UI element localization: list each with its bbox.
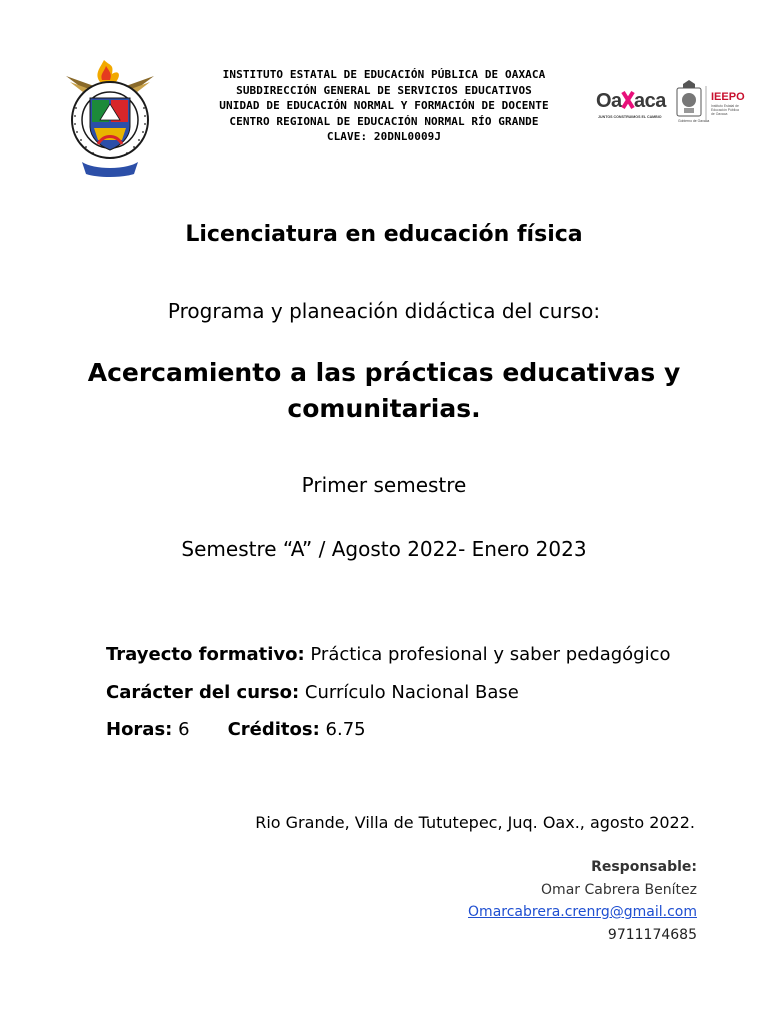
trayecto-value: Práctica profesional y saber pedagógico	[304, 644, 671, 665]
oaxaca-logo	[596, 90, 669, 119]
ieepo-logo	[711, 91, 745, 116]
horas-value: 6	[172, 719, 190, 740]
responsible-label: Responsable:	[591, 859, 697, 875]
header-line-1: INSTITUTO ESTATAL DE EDUCACIÓN PÚBLICA DE OAXACA	[222, 68, 546, 81]
program-subtitle: Programa y planeación didáctica del curso:	[167, 299, 601, 323]
responsible-phone: 9711174685	[607, 926, 697, 943]
course-title: Acercamiento a las prácticas educativas y comunitarias.	[87, 358, 681, 423]
creditos-label: Créditos:	[227, 719, 320, 740]
svg-text:IEEPO: IEEPO	[711, 91, 745, 103]
responsible-email-link[interactable]: Omarcabrera.crenrg@gmail.com	[468, 904, 697, 920]
horas-creditos-row	[106, 719, 366, 740]
svg-text:Oa: Oa	[596, 90, 622, 112]
place-date: Rio Grande, Villa de Tututepec, Juq. Oax., agosto 2022.	[255, 813, 695, 832]
svg-text:aca: aca	[634, 90, 666, 112]
header-line-5: CLAVE: 20DNL0009J	[326, 130, 442, 143]
svg-text:Educación Pública: Educación Pública	[711, 108, 739, 112]
responsible-name: Omar Cabrera Benítez	[541, 881, 697, 898]
svg-text:Gobierno de Oaxaca: Gobierno de Oaxaca	[678, 119, 710, 123]
period-label: Semestre “A” / Agosto 2022- Enero 2023	[181, 537, 587, 561]
caracter-label: Carácter del curso:	[106, 682, 300, 703]
caracter-row	[106, 682, 519, 703]
svg-text:Instituto Estatal de: Instituto Estatal de	[711, 104, 739, 108]
svg-text:de Oaxaca: de Oaxaca	[711, 112, 728, 116]
trayecto-row	[106, 644, 671, 665]
trayecto-label: Trayecto formativo:	[106, 644, 305, 665]
creditos-value: 6.75	[319, 719, 366, 740]
state-seal-logo	[677, 80, 709, 123]
header-line-3: UNIDAD DE EDUCACIÓN NORMAL Y FORMACIÓN DE DOCENTE	[219, 99, 549, 112]
institution-header	[175, 67, 593, 145]
government-logos	[594, 80, 754, 126]
school-emblem-logo	[64, 58, 156, 180]
svg-text:JUNTOS CONSTRUIMOS EL CAMBIO: JUNTOS CONSTRUIMOS EL CAMBIO	[598, 115, 662, 119]
horas-label: Horas:	[106, 719, 173, 740]
caracter-value: Currículo Nacional Base	[299, 682, 519, 703]
header-line-4: CENTRO REGIONAL DE EDUCACIÓN NORMAL RÍO GRANDE	[229, 114, 539, 128]
semester-label: Primer semestre	[301, 473, 467, 497]
responsible-block	[468, 856, 697, 946]
degree-title: Licenciatura en educación física	[185, 222, 583, 247]
header-line-2: SUBDIRECCIÓN GENERAL DE SERVICIOS EDUCATIVOS	[236, 83, 532, 97]
